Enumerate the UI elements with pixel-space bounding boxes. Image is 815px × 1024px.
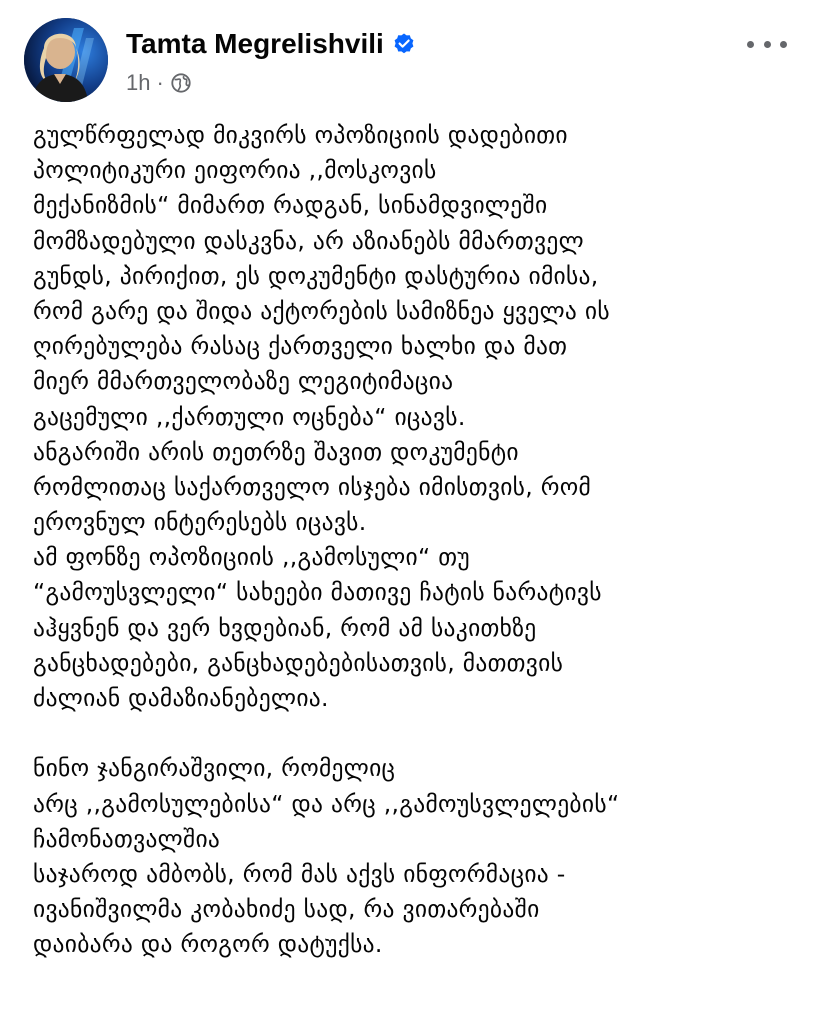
globe-icon[interactable] bbox=[170, 72, 192, 94]
post-text-line: ძალიან დამაზიანებელია. bbox=[33, 684, 329, 712]
post-text-line: ჩამონათვალშია bbox=[33, 824, 221, 853]
post-text-line: დაიბარა და როგორ დატუქსა. bbox=[33, 930, 383, 959]
post-text-line: პოლიტიკური ეიფორია ,,მოსკოვის bbox=[33, 156, 437, 185]
post-text bbox=[33, 118, 793, 963]
post-text-line: გულწრფელად მიკვირს ოპოზიციის დადებითი bbox=[33, 121, 568, 149]
paragraph-break bbox=[33, 716, 793, 751]
post-text-line: გუნდს, პირიქით, ეს დოკუმენტი დასტურია იმისა, bbox=[33, 261, 599, 290]
post-timestamp[interactable]: 1h bbox=[126, 70, 151, 95]
post-text-line: არც ,,გამოსულებისა“ და არც ,,გამოუსვლელების“ bbox=[33, 789, 620, 818]
post-meta bbox=[126, 70, 192, 96]
post-text-line: ივანიშვილმა კობახიძე სად, რა ვითარებაში bbox=[33, 895, 540, 924]
post-text-line: რომლითაც საქართველო ისჯება იმისთვის, რომ bbox=[33, 472, 592, 501]
more-options-icon[interactable] bbox=[747, 32, 787, 56]
post-text-line: ამ ფონზე ოპოზიციის ,,გამოსული“ თუ bbox=[33, 543, 470, 572]
post-text-line: ნინო ჯანგირაშვილი, რომელიც bbox=[33, 754, 396, 783]
post-text-line: მომზადებული დასკვნა, არ აზიანებს მმართველ bbox=[33, 226, 584, 255]
author-name[interactable] bbox=[126, 28, 416, 60]
avatar-image bbox=[24, 18, 108, 102]
post-text-line: საჯაროდ ამბობს, რომ მას აქვს ინფორმაცია - bbox=[33, 859, 566, 888]
post-text-line: გაცემული ,,ქართული ოცნება“ იცავს. bbox=[33, 402, 466, 431]
post-text-line: რომ გარე და შიდა აქტორების სამიზნეა ყველა ის bbox=[33, 296, 610, 325]
post-text-line: განცხადებები, განცხადებებისათვის, მათთვის bbox=[33, 648, 564, 677]
post-text-line: ანგარიში არის თეთრზე შავით დოკუმენტი bbox=[33, 437, 519, 466]
author-name-text[interactable]: Tamta Megrelishvili bbox=[126, 28, 384, 59]
post-text-line: მექანიზმის“ მიმართ რადგან, სინამდვილეში bbox=[33, 191, 548, 220]
more-dot bbox=[780, 41, 787, 48]
meta-separator: · bbox=[156, 70, 164, 95]
verified-badge-icon bbox=[392, 32, 416, 56]
more-dot bbox=[747, 41, 754, 48]
post-text-line: მიერ მმართველობაზე ლეგიტიმაცია bbox=[33, 367, 454, 396]
post-text-line: ღირებულება რასაც ქართველი ხალხი და მათ bbox=[33, 332, 568, 361]
post-header bbox=[24, 18, 791, 104]
more-dot bbox=[764, 41, 771, 48]
post-text-line: “გამოუსვლელი“ სახეები მათივე ჩატის ნარატივს bbox=[33, 578, 602, 607]
avatar[interactable] bbox=[24, 18, 108, 102]
post-text-line: აჰყვნენ და ვერ ხვდებიან, რომ ამ საკითხზე bbox=[33, 613, 537, 642]
post-text-line: ეროვნულ ინტერესებს იცავს. bbox=[33, 508, 367, 537]
